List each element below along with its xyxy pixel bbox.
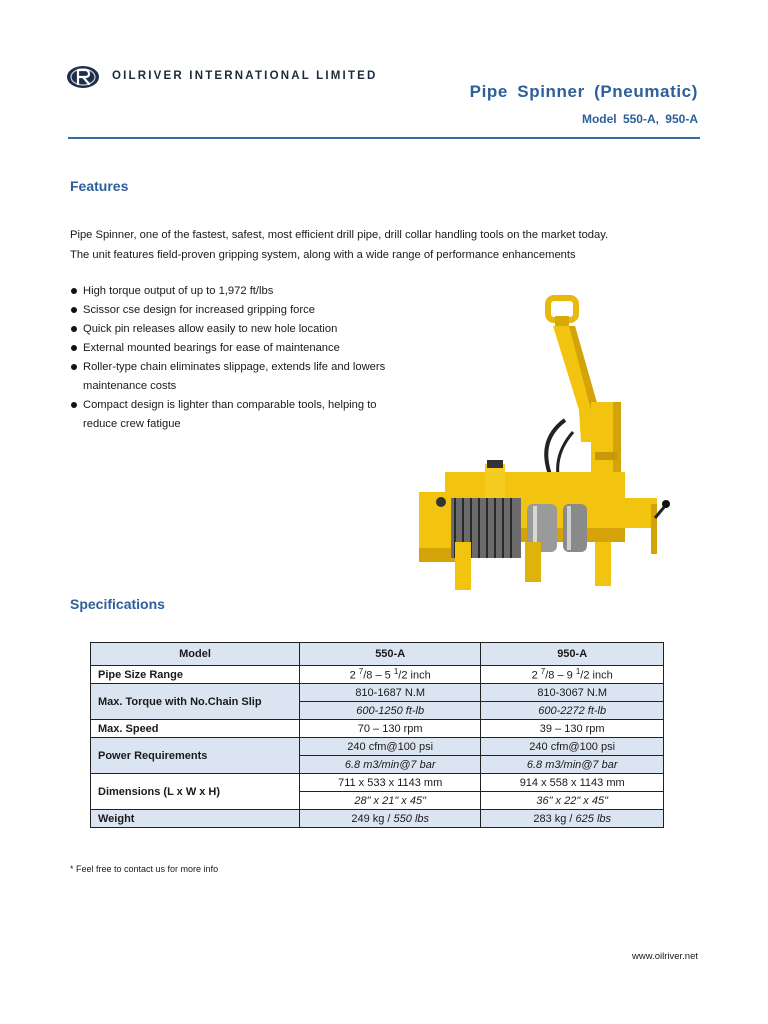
table-row [91, 774, 664, 792]
company-name: OILRIVER INTERNATIONAL LIMITED [112, 70, 378, 82]
table-row [91, 684, 664, 702]
table-cell: 810-1687 N.M [300, 684, 481, 702]
column-header: 550-A [300, 643, 481, 666]
column-header: Model [91, 643, 300, 666]
row-label: Weight [91, 810, 300, 828]
table-header-row [91, 643, 664, 666]
row-label: Max. Speed [91, 720, 300, 738]
table-cell: 600-2272 ft-lb [481, 702, 664, 720]
table-row [91, 666, 664, 684]
features-intro [70, 225, 710, 265]
list-item: Compact design is lighter than comparable tools, helping to reduce crew fatigue [70, 396, 400, 434]
specifications-table [90, 642, 664, 828]
column-header: 950-A [481, 643, 664, 666]
table-cell: 70 – 130 rpm [300, 720, 481, 738]
row-label: Max. Torque with No.Chain Slip [91, 684, 300, 720]
table-cell: 810-3067 N.M [481, 684, 664, 702]
table-cell: 283 kg / 625 lbs [481, 810, 664, 828]
table-row [91, 720, 664, 738]
oilriver-logo-icon [66, 64, 100, 90]
table-cell: 914 x 558 x 1143 mm [481, 774, 664, 792]
table-cell: 600-1250 ft-lb [300, 702, 481, 720]
list-item: Scissor cse design for increased gripping force [70, 301, 400, 320]
table-cell: 6.8 m3/min@7 bar [481, 756, 664, 774]
table-cell: 249 kg / 550 lbs [300, 810, 481, 828]
row-label: Pipe Size Range [91, 666, 300, 684]
page-title: Pipe Spinner (Pneumatic) [469, 82, 698, 101]
list-item: External mounted bearings for ease of maintenance [70, 339, 400, 358]
list-item: Quick pin releases allow easily to new hole location [70, 320, 400, 339]
table-cell: 39 – 130 rpm [481, 720, 664, 738]
list-item: Roller-type chain eliminates slippage, extends life and lowers maintenance costs [70, 358, 400, 396]
table-cell: 240 cfm@100 psi [300, 738, 481, 756]
list-item: High torque output of up to 1,972 ft/lbs [70, 282, 400, 301]
model-subtitle: Model 550-A, 950-A [581, 112, 698, 126]
table-row [91, 738, 664, 756]
table-cell: 2 $^7$/8 – 9 $^1$/2 inch [481, 666, 664, 684]
table-cell: 36" x 22" x 45" [481, 792, 664, 810]
features-heading: Features [70, 178, 129, 194]
specifications-heading: Specifications [70, 596, 165, 612]
table-cell: 711 x 533 x 1143 mm [300, 774, 481, 792]
table-cell: 6.8 m3/min@7 bar [300, 756, 481, 774]
table-row [91, 810, 664, 828]
table-cell: 240 cfm@100 psi [481, 738, 664, 756]
contact-note: * Feel free to contact us for more info [70, 864, 219, 874]
features-list [70, 282, 400, 434]
row-label: Dimensions (L x W x H) [91, 774, 300, 810]
table-cell: 28" x 21" x 45" [300, 792, 481, 810]
website-link[interactable]: www.oilriver.net [632, 951, 698, 962]
table-cell: 2 $^7$/8 – 5 $^1$/2 inch [300, 666, 481, 684]
row-label: Power Requirements [91, 738, 300, 774]
header-divider [68, 137, 700, 139]
intro-line-1: Pipe Spinner, one of the fastest, safest, most efficient drill pipe, drill collar handling tools on the market today. [70, 229, 609, 241]
pipe-spinner-machine-illustration-icon [415, 292, 675, 592]
intro-line-2: The unit features field-proven gripping system, along with a wide range of performance enhancements [70, 249, 576, 261]
